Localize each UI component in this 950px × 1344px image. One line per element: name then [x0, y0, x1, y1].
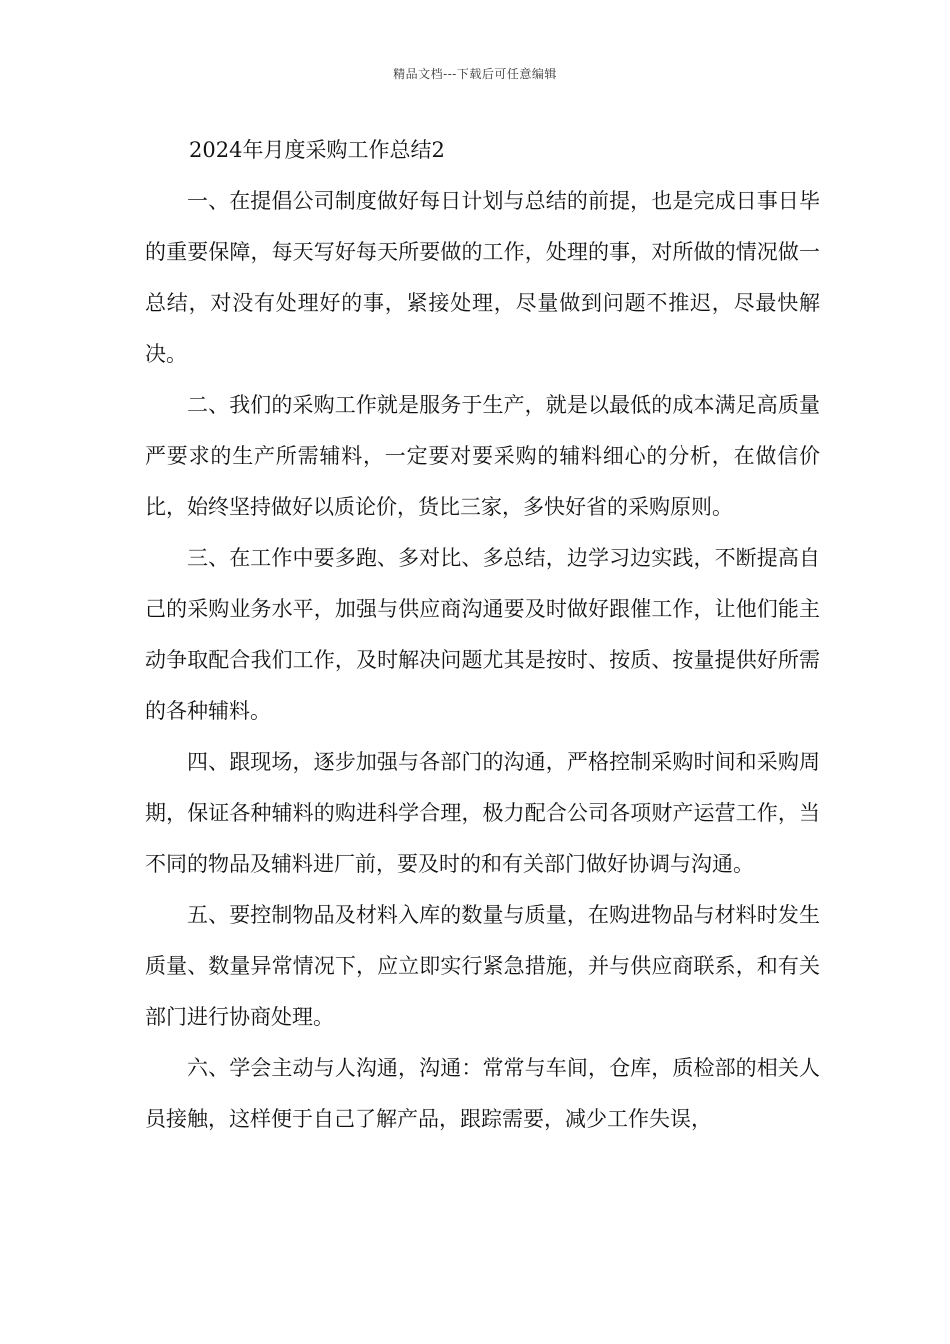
page-header: 精品文档---下载后可任意编辑 — [393, 67, 557, 81]
document-title: 2024年月度采购工作总结2 — [189, 138, 445, 162]
paragraph-4: 四、跟现场，逐步加强与各部门的沟通，严格控制采购时间和采购周期，保证各种辅料的购进科学合理，极力配合公司各项财产运营工作，当不同的物品及辅料进厂前，要及时的和有关部门做好协调与沟通。 — [145, 750, 820, 876]
paragraph-3: 三、在工作中要多跑、多对比、多总结，边学习边实践，不断提高自己的采购业务水平，加强与供应商沟通要及时做好跟催工作，让他们能主动争取配合我们工作，及时解决问题尤其是按时、按质、按量提供好所需的各种辅料。 — [145, 546, 820, 723]
paragraph-6: 六、学会主动与人沟通，沟通：常常与车间，仓库，质检部的相关人员接触，这样便于自己了解产品，跟踪需要，减少工作失误， — [145, 1056, 820, 1131]
paragraph-2: 二、我们的采购工作就是服务于生产，就是以最低的成本满足高质量严要求的生产所需辅料，一定要对要采购的辅料细心的分析，在做信价比，始终坚持做好以质论价，货比三家，多快好省的采购原则。 — [145, 393, 820, 519]
document-body — [145, 125, 820, 1145]
paragraph-1: 一、在提倡公司制度做好每日计划与总结的前提，也是完成日事日毕的重要保障，每天写好每天所要做的工作，处理的事，对所做的情况做一总结，对没有处理好的事，紧接处理，尽量做到问题不推迟，尽最快解决。 — [145, 189, 820, 366]
paragraph-5: 五、要控制物品及材料入库的数量与质量，在购进物品与材料时发生质量、数量异常情况下，应立即实行紧急措施，并与供应商联系，和有关部门进行协商处理。 — [145, 903, 820, 1029]
